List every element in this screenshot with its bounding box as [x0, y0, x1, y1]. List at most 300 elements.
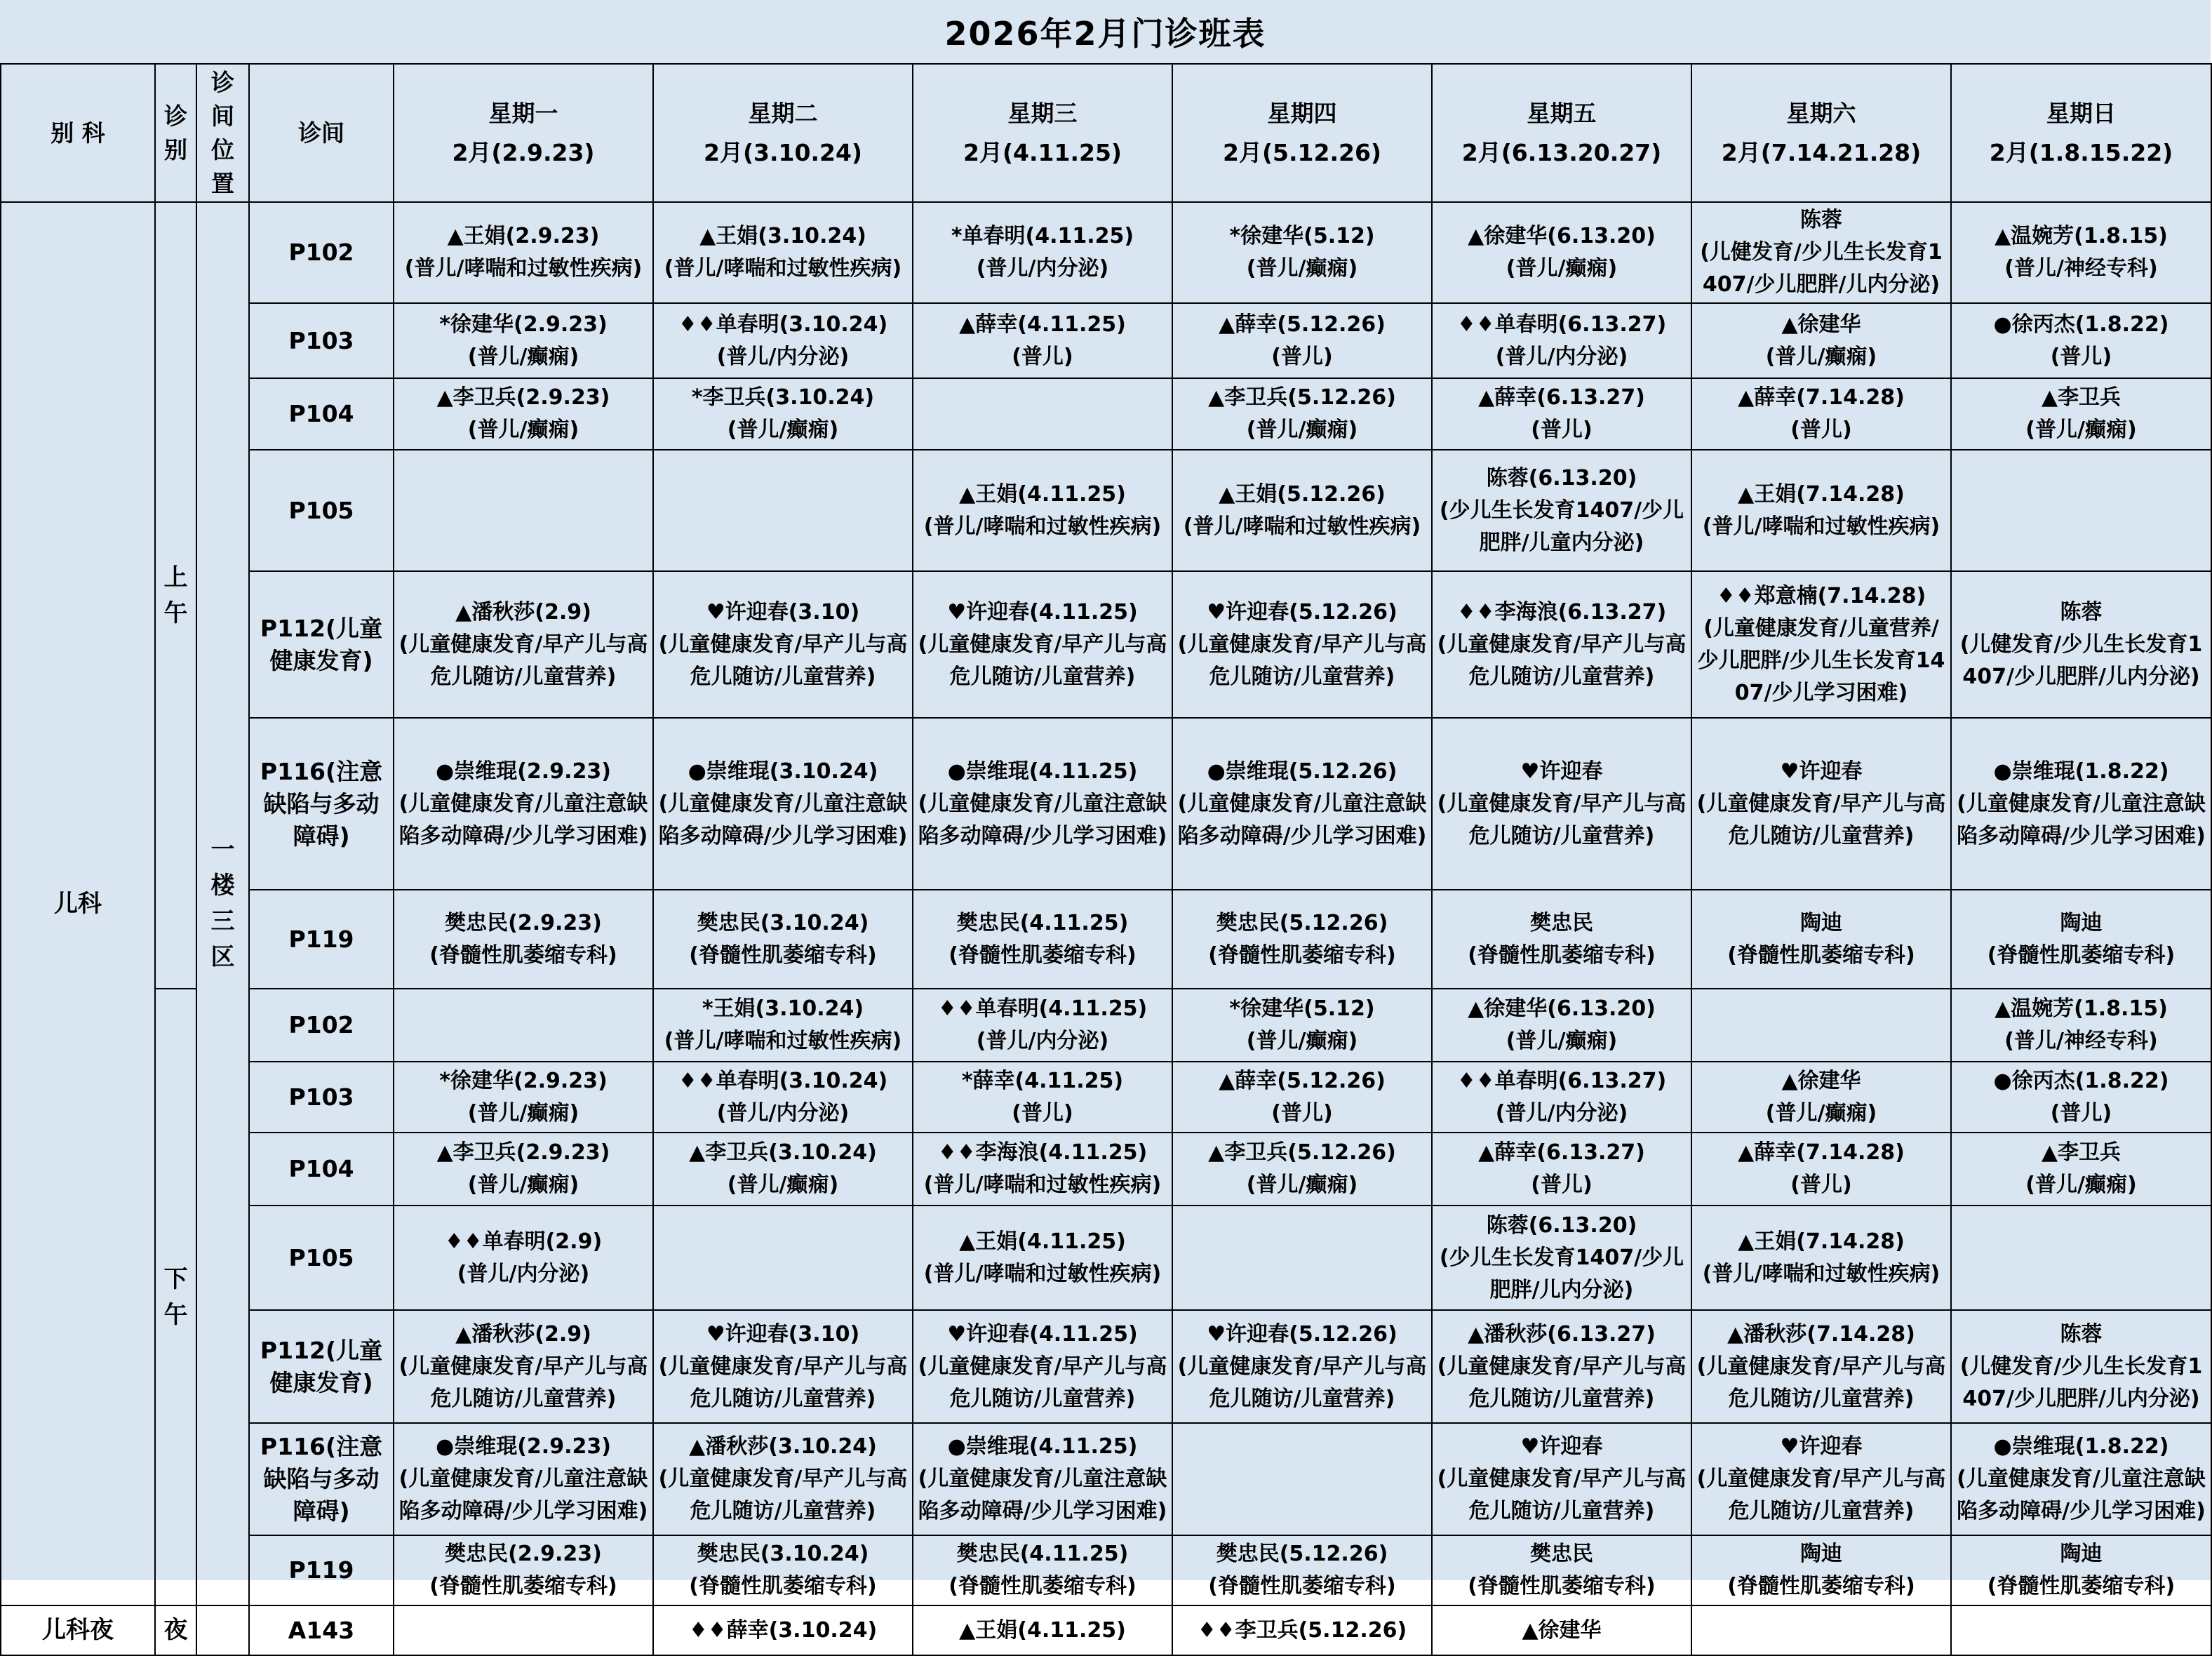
cell-line: ▲王娟(7.14.28) [1738, 1229, 1905, 1254]
cell-line: (普儿) [2050, 344, 2112, 369]
room-cell: P119 [249, 890, 394, 989]
cell-line: *单春明(4.11.25) [951, 224, 1134, 249]
cell-line: ▲王娟(2.9.23) [447, 224, 600, 249]
cell-line: (普儿/癫痫) [1765, 1100, 1877, 1126]
schedule-cell-day-5 [1691, 1423, 1951, 1535]
room-cell: P104 [249, 1133, 394, 1206]
cell-line: ♦♦李海浪(6.13.27) [1456, 599, 1667, 625]
cell-line: ♥许迎春(3.10) [706, 599, 860, 625]
day-name: 星期日 [2046, 99, 2116, 127]
cell-line: 樊忠民(2.9.23) [445, 1542, 602, 1567]
schedule-cell-day-6 [1951, 202, 2211, 303]
schedule-cell-day-4 [1432, 890, 1691, 989]
cell-line: (儿童健康发育/早产儿与高危儿随访/儿童营养) [1437, 791, 1687, 848]
schedule-cell-day-1 [653, 571, 913, 718]
schedule-cell-day-3 [1172, 718, 1432, 890]
cell-line: ▲温婉芳(1.8.15) [1995, 224, 2168, 249]
room-cell: P104 [249, 378, 394, 450]
cell-line: *徐建华(2.9.23) [439, 1068, 608, 1093]
cell-line: *李卫兵(3.10.24) [691, 385, 875, 410]
cell-line: ▲徐建华 [1781, 1068, 1861, 1093]
cell-line: ▲薛幸(5.12.26) [1219, 1068, 1386, 1093]
schedule-cell-day-6 [1951, 1423, 2211, 1535]
night-room-cell: A143 [249, 1605, 394, 1655]
schedule-cell-day-4 [1432, 1133, 1691, 1206]
schedule-cell-day-2 [913, 890, 1172, 989]
schedule-cell-day-0 [394, 1062, 653, 1133]
cell-line: *徐建华(5.12) [1229, 996, 1375, 1022]
schedule-cell-day-0 [394, 1133, 653, 1206]
cell-line: ●崇维琨(4.11.25) [947, 759, 1138, 784]
cell-line: ▲薛幸(5.12.26) [1219, 312, 1386, 337]
schedule-cell-day-6 [1951, 989, 2211, 1062]
schedule-cell-day-4 [1432, 718, 1691, 890]
room-cell: P102 [249, 202, 394, 303]
cell-line: (儿童健康发育/儿童注意缺陷多动障碍/少儿学习困难) [658, 791, 908, 848]
schedule-cell-day-0 [394, 890, 653, 989]
schedule-cell-day-0 [394, 571, 653, 718]
cell-line: (普儿/哮喘和过敏性疾病) [664, 1029, 902, 1054]
cell-line: ▲李卫兵(5.12.26) [1208, 385, 1396, 410]
cell-line: (儿童健康发育/早产儿与高危儿随访/儿童营养) [1437, 1467, 1687, 1524]
schedule-cell-day-3 [1172, 1535, 1432, 1605]
cell-line: ▲薛幸(6.13.27) [1478, 385, 1645, 410]
schedule-cell-day-1 [653, 1605, 913, 1655]
cell-line: ▲潘秋莎(2.9) [455, 1321, 591, 1347]
schedule-cell-day-2 [913, 571, 1172, 718]
schedule-cell-day-2 [913, 1605, 1172, 1655]
cell-line: (普儿) [1271, 1100, 1333, 1126]
schedule-cell-day-3 [1172, 571, 1432, 718]
room-cell: P105 [249, 450, 394, 571]
cell-line: ▲徐建华 [1522, 1617, 1602, 1643]
cell-line: (普儿/哮喘和过敏性疾病) [1183, 514, 1421, 539]
cell-line: ♦♦单春明(4.11.25) [937, 996, 1148, 1022]
cell-line: ♦♦李海浪(4.11.25) [937, 1140, 1148, 1166]
day-dates: 2月(7.14.21.28) [1721, 138, 1922, 166]
cell-line: (儿童健康发育/早产儿与高危儿随访/儿童营养) [1437, 1354, 1687, 1411]
cell-line: ♥许迎春(5.12.26) [1207, 1321, 1397, 1347]
cell-line: *徐建华(2.9.23) [439, 312, 608, 337]
cell-line: *王娟(3.10.24) [702, 996, 864, 1022]
header-day-sunday [1951, 64, 2211, 202]
schedule-cell-day-0 [394, 303, 653, 378]
cell-line: ♦♦薛幸(3.10.24) [688, 1617, 878, 1643]
cell-line: 樊忠民(4.11.25) [956, 1542, 1129, 1567]
night-location-cell [196, 1605, 249, 1655]
cell-line: (脊髓性肌萎缩专科) [1727, 1574, 1915, 1599]
cell-line: ●徐丙杰(1.8.22) [1993, 312, 2169, 337]
cell-line: (普儿/癫痫) [467, 344, 579, 369]
schedule-cell-day-6 [1951, 1310, 2211, 1423]
cell-line: ▲薛幸(6.13.27) [1478, 1140, 1645, 1166]
schedule-cell-day-4 [1432, 378, 1691, 450]
afternoon-row-P105 [1, 1206, 2211, 1310]
cell-line: (儿童健康发育/儿童注意缺陷多动障碍/少儿学习困难) [918, 1467, 1167, 1524]
cell-line: ▲薛幸(7.14.28) [1738, 1140, 1905, 1166]
schedule-cell-day-0 [394, 989, 653, 1062]
session-afternoon-cell: 下午 [155, 989, 196, 1605]
cell-line: (脊髓性肌萎缩专科) [949, 942, 1137, 968]
cell-line: ▲徐建华(6.13.20) [1468, 996, 1656, 1022]
cell-line: 陶迪 [2060, 910, 2103, 935]
cell-line: ♦♦郑意楠(7.14.28) [1716, 583, 1926, 608]
cell-line: (普儿/癫痫) [467, 1173, 579, 1198]
cell-line: ♦♦李卫兵(5.12.26) [1197, 1617, 1407, 1643]
cell-line: (普儿) [1531, 418, 1593, 443]
cell-line: 陈蓉 [2060, 1321, 2103, 1347]
cell-line: ▲王娟(4.11.25) [959, 481, 1126, 507]
cell-line: ▲李卫兵(5.12.26) [1208, 1140, 1396, 1166]
schedule-cell-day-0 [394, 450, 653, 571]
cell-line: 樊忠民(5.12.26) [1216, 1542, 1388, 1567]
cell-line: (儿童健康发育/早产儿与高危儿随访/儿童营养) [1696, 1354, 1946, 1411]
schedule-cell-day-5 [1691, 718, 1951, 890]
cell-line: ♦♦单春明(2.9) [444, 1229, 603, 1254]
cell-line: ●崇维琨(1.8.22) [1993, 759, 2169, 784]
afternoon-row-P104 [1, 1133, 2211, 1206]
cell-line: (普儿/癫痫) [1765, 344, 1877, 369]
day-name: 星期四 [1267, 99, 1337, 127]
cell-line: ▲王娟(5.12.26) [1219, 481, 1386, 507]
cell-line: 樊忠民 [1530, 910, 1593, 935]
location-cell: 一楼三区 [196, 202, 249, 1605]
room-cell: P102 [249, 989, 394, 1062]
morning-row-P119 [1, 890, 2211, 989]
schedule-cell-day-2 [913, 989, 1172, 1062]
cell-line: (普儿/内分泌) [716, 344, 850, 369]
cell-line: (儿童健康发育/儿童注意缺陷多动障碍/少儿学习困难) [398, 1467, 648, 1524]
cell-line: ♥许迎春(3.10) [706, 1321, 860, 1347]
cell-line: (脊髓性肌萎缩专科) [689, 942, 877, 968]
schedule-cell-day-5 [1691, 303, 1951, 378]
cell-line: ♥许迎春(4.11.25) [947, 599, 1138, 625]
cell-line: (少儿生长发育1407/少儿肥胖/儿内分泌) [1439, 1245, 1684, 1302]
cell-line: (儿健发育/少儿生长发育1407/少儿肥胖/儿内分泌) [1959, 632, 2203, 689]
cell-line: (脊髓性肌萎缩专科) [429, 942, 617, 968]
schedule-cell-day-5 [1691, 1206, 1951, 1310]
cell-line: ♦♦单春明(3.10.24) [678, 1068, 888, 1093]
schedule-cell-day-4 [1432, 303, 1691, 378]
schedule-cell-day-3 [1172, 1062, 1432, 1133]
cell-line: ▲潘秋莎(2.9) [455, 599, 591, 625]
afternoon-row-P119 [1, 1535, 2211, 1605]
cell-line: ●崇维琨(2.9.23) [436, 1434, 611, 1460]
schedule-cell-day-5 [1691, 1062, 1951, 1133]
schedule-cell-day-4 [1432, 989, 1691, 1062]
cell-line: ♥许迎春(4.11.25) [947, 1321, 1138, 1347]
morning-row-P104 [1, 378, 2211, 450]
schedule-cell-day-5 [1691, 378, 1951, 450]
cell-line: (少儿生长发育1407/少儿肥胖/儿童内分泌) [1439, 498, 1684, 555]
session-morning-cell: 上午 [155, 202, 196, 989]
schedule-cell-day-4 [1432, 1062, 1691, 1133]
header-day-friday [1432, 64, 1691, 202]
cell-line: (普儿/癫痫) [1246, 1029, 1358, 1054]
room-cell: P103 [249, 1062, 394, 1133]
cell-line: (儿童健康发育/早产儿与高危儿随访/儿童营养) [1177, 1354, 1427, 1411]
schedule-cell-day-3 [1172, 1423, 1432, 1535]
schedule-cell-day-1 [653, 450, 913, 571]
schedule-cell-day-3 [1172, 1310, 1432, 1423]
schedule-cell-day-6 [1951, 1605, 2211, 1655]
morning-row-P105 [1, 450, 2211, 571]
cell-line: (普儿) [1012, 344, 1073, 369]
cell-line: (普儿/癫痫) [1246, 256, 1358, 281]
cell-line: ●崇维琨(2.9.23) [436, 759, 611, 784]
cell-line: (脊髓性肌萎缩专科) [689, 1574, 877, 1599]
schedule-cell-day-2 [913, 1310, 1172, 1423]
cell-line: (脊髓性肌萎缩专科) [1208, 942, 1396, 968]
afternoon-row-P103 [1, 1062, 2211, 1133]
schedule-cell-day-2 [913, 1062, 1172, 1133]
afternoon-row-P102 [1, 989, 2211, 1062]
schedule-cell-day-6 [1951, 303, 2211, 378]
schedule-cell-day-4 [1432, 1310, 1691, 1423]
cell-line: (脊髓性肌萎缩专科) [429, 1574, 617, 1599]
cell-line: ♦♦单春明(3.10.24) [678, 312, 888, 337]
header-session: 诊别 [155, 64, 196, 202]
schedule-cell-day-3 [1172, 202, 1432, 303]
room-cell: P116(注意缺陷与多动障碍) [249, 718, 394, 890]
schedule-cell-day-2 [913, 1133, 1172, 1206]
cell-line: (普儿/癫痫) [2025, 1173, 2137, 1198]
schedule-cell-day-5 [1691, 989, 1951, 1062]
cell-line: (普儿) [1271, 344, 1333, 369]
schedule-cell-day-6 [1951, 1206, 2211, 1310]
cell-line: ▲温婉芳(1.8.15) [1995, 996, 2168, 1022]
schedule-cell-day-4 [1432, 450, 1691, 571]
schedule-cell-day-4 [1432, 571, 1691, 718]
cell-line: (普儿) [1790, 418, 1852, 443]
cell-line: (儿童健康发育/儿童注意缺陷多动障碍/少儿学习困难) [918, 791, 1167, 848]
cell-line: *薛幸(4.11.25) [961, 1068, 1124, 1093]
cell-line: ●崇维琨(1.8.22) [1993, 1434, 2169, 1460]
cell-line: ▲徐建华 [1781, 312, 1861, 337]
cell-line: (脊髓性肌萎缩专科) [1987, 942, 2176, 968]
cell-line: 樊忠民 [1530, 1542, 1593, 1567]
cell-line: (儿童健康发育/儿童注意缺陷多动障碍/少儿学习困难) [398, 791, 648, 848]
day-name: 星期二 [748, 99, 818, 127]
cell-line: (普儿/哮喘和过敏性疾病) [923, 1261, 1162, 1286]
cell-line: (脊髓性肌萎缩专科) [1468, 1574, 1656, 1599]
schedule-cell-day-0 [394, 378, 653, 450]
cell-line: (儿童健康发育/儿童注意缺陷多动障碍/少儿学习困难) [1177, 791, 1427, 848]
cell-line: ♥许迎春 [1520, 1434, 1603, 1460]
schedule-cell-day-6 [1951, 571, 2211, 718]
cell-line: (普儿/神经专科) [2004, 256, 2158, 281]
cell-line: 陶迪 [2060, 1542, 2103, 1567]
cell-line: ♥许迎春 [1780, 1434, 1863, 1460]
cell-line: (儿童健康发育/早产儿与高危儿随访/儿童营养) [1696, 791, 1946, 848]
schedule-cell-day-2 [913, 1535, 1172, 1605]
cell-line: ▲徐建华(6.13.20) [1468, 224, 1656, 249]
cell-line: ▲王娟(4.11.25) [959, 1617, 1126, 1643]
cell-line: (脊髓性肌萎缩专科) [1727, 942, 1915, 968]
cell-line: 陈蓉 [2060, 599, 2103, 625]
schedule-cell-day-3 [1172, 1206, 1432, 1310]
cell-line: (普儿/癫痫) [727, 1173, 839, 1198]
cell-line: ▲李卫兵(2.9.23) [436, 1140, 610, 1166]
schedule-cell-day-4 [1432, 202, 1691, 303]
cell-line: (普儿/哮喘和过敏性疾病) [1702, 514, 1940, 539]
day-dates: 2月(1.8.15.22) [1989, 138, 2173, 166]
cell-line: (普儿/癫痫) [1506, 256, 1618, 281]
cell-line: ●徐丙杰(1.8.22) [1993, 1068, 2169, 1093]
cell-line: (普儿/内分泌) [976, 256, 1109, 281]
cell-line: ♦♦单春明(6.13.27) [1456, 1068, 1667, 1093]
cell-line: ●崇维琨(5.12.26) [1207, 759, 1397, 784]
cell-line: (脊髓性肌萎缩专科) [1468, 942, 1656, 968]
schedule-cell-day-5 [1691, 890, 1951, 989]
header-location: 诊间位置 [196, 64, 249, 202]
cell-line: ♥许迎春(5.12.26) [1207, 599, 1397, 625]
schedule-cell-day-6 [1951, 890, 2211, 989]
cell-line: (儿童健康发育/儿童注意缺陷多动障碍/少儿学习困难) [1957, 791, 2206, 848]
schedule-cell-day-1 [653, 1133, 913, 1206]
room-cell: P116(注意缺陷与多动障碍) [249, 1423, 394, 1535]
cell-line: (普儿/哮喘和过敏性疾病) [923, 1173, 1162, 1198]
header-day-saturday [1691, 64, 1951, 202]
cell-line: (儿童健康发育/早产儿与高危儿随访/儿童营养) [658, 1354, 908, 1411]
cell-line: (普儿/癫痫) [1246, 1173, 1358, 1198]
dept-cell: 儿科 [1, 202, 155, 1605]
schedule-cell-day-6 [1951, 1535, 2211, 1605]
afternoon-row-P116(注意缺陷与多动障碍) [1, 1423, 2211, 1535]
cell-line: (儿童健康发育/儿童注意缺陷多动障碍/少儿学习困难) [1957, 1467, 2206, 1524]
room-cell: P112(儿童健康发育) [249, 1310, 394, 1423]
cell-line: (普儿/癫痫) [467, 418, 579, 443]
schedule-cell-day-1 [653, 1310, 913, 1423]
header-room: 诊间 [249, 64, 394, 202]
schedule-cell-day-5 [1691, 571, 1951, 718]
room-cell: P105 [249, 1206, 394, 1310]
cell-line: ●崇维琨(4.11.25) [947, 1434, 1138, 1460]
schedule-cell-day-1 [653, 1535, 913, 1605]
schedule-cell-day-0 [394, 1206, 653, 1310]
cell-line: (普儿/内分泌) [976, 1029, 1109, 1054]
day-dates: 2月(2.9.23) [452, 138, 595, 166]
schedule-cell-day-2 [913, 303, 1172, 378]
cell-line: (普儿/癫痫) [1246, 418, 1358, 443]
cell-line: ▲王娟(4.11.25) [959, 1229, 1126, 1254]
room-cell: P119 [249, 1535, 394, 1605]
cell-line: (儿童健康发育/早产儿与高危儿随访/儿童营养) [1437, 632, 1687, 689]
cell-line: (儿童健康发育/早产儿与高危儿随访/儿童营养) [918, 632, 1167, 689]
cell-line: (普儿/内分泌) [716, 1100, 850, 1126]
cell-line: (儿童健康发育/早产儿与高危儿随访/儿童营养) [918, 1354, 1167, 1411]
cell-line: ▲李卫兵(2.9.23) [436, 385, 610, 410]
schedule-cell-day-3 [1172, 303, 1432, 378]
header-row [1, 64, 2211, 202]
room-cell: P103 [249, 303, 394, 378]
day-name: 星期一 [488, 99, 558, 127]
schedule-cell-day-3 [1172, 1605, 1432, 1655]
cell-line: (儿童健康发育/早产儿与高危儿随访/儿童营养) [658, 1467, 908, 1524]
cell-line: ▲王娟(7.14.28) [1738, 481, 1905, 507]
cell-line: (普儿/内分泌) [457, 1261, 590, 1286]
morning-row-P112(儿童健康发育) [1, 571, 2211, 718]
cell-line: ▲薛幸(7.14.28) [1738, 385, 1905, 410]
cell-line: (儿健发育/少儿生长发育1407/少儿肥胖/儿内分泌) [1959, 1354, 2203, 1411]
cell-line: 陶迪 [1800, 1542, 1842, 1567]
night-dept-cell: 儿科夜 [1, 1605, 155, 1655]
cell-line: ▲潘秋莎(6.13.27) [1468, 1321, 1656, 1347]
cell-line: 陈蓉(6.13.20) [1486, 1213, 1637, 1238]
schedule-cell-day-3 [1172, 989, 1432, 1062]
schedule-cell-day-6 [1951, 718, 2211, 890]
cell-line: (普儿/癫痫) [1506, 1029, 1618, 1054]
cell-line: ♥许迎春 [1520, 759, 1603, 784]
cell-line: (普儿) [2050, 1100, 2112, 1126]
cell-line: (儿健发育/少儿生长发育1407/少儿肥胖/儿内分泌) [1700, 240, 1943, 298]
day-dates: 2月(3.10.24) [703, 138, 862, 166]
day-name: 星期五 [1527, 99, 1597, 127]
day-dates: 2月(4.11.25) [963, 138, 1122, 166]
schedule-cell-day-2 [913, 450, 1172, 571]
morning-row-P103 [1, 303, 2211, 378]
cell-line: (儿童健康发育/早产儿与高危儿随访/儿童营养) [398, 1354, 648, 1411]
schedule-cell-day-1 [653, 718, 913, 890]
night-row [1, 1605, 2211, 1655]
cell-line: 樊忠民(3.10.24) [697, 910, 869, 935]
schedule-cell-day-6 [1951, 450, 2211, 571]
header-day-wednesday [913, 64, 1172, 202]
cell-line: ●崇维琨(3.10.24) [688, 759, 878, 784]
cell-line: 陈蓉(6.13.20) [1486, 465, 1637, 490]
cell-line: (脊髓性肌萎缩专科) [1208, 1574, 1396, 1599]
header-dept: 别 科 [1, 64, 155, 202]
cell-line: (普儿/哮喘和过敏性疾病) [1702, 1261, 1940, 1286]
cell-line: 樊忠民(5.12.26) [1216, 910, 1388, 935]
cell-line: ▲王娟(3.10.24) [699, 224, 866, 249]
cell-line: (普儿/哮喘和过敏性疾病) [664, 256, 902, 281]
schedule-cell-day-0 [394, 1535, 653, 1605]
schedule-cell-day-4 [1432, 1423, 1691, 1535]
schedule-cell-day-1 [653, 1423, 913, 1535]
schedule-cell-day-3 [1172, 890, 1432, 989]
schedule-cell-day-5 [1691, 450, 1951, 571]
cell-line: (普儿/哮喘和过敏性疾病) [923, 514, 1162, 539]
cell-line: (脊髓性肌萎缩专科) [949, 1574, 1137, 1599]
cell-line: (普儿/哮喘和过敏性疾病) [404, 256, 643, 281]
cell-line: ▲潘秋莎(7.14.28) [1727, 1321, 1915, 1347]
cell-line: 樊忠民(2.9.23) [445, 910, 602, 935]
page-title: 2026年2月门诊班表 [944, 15, 1266, 53]
cell-line: (普儿/神经专科) [2004, 1029, 2158, 1054]
room-cell: P112(儿童健康发育) [249, 571, 394, 718]
cell-line: (儿童健康发育/早产儿与高危儿随访/儿童营养) [1177, 632, 1427, 689]
cell-line: 樊忠民(3.10.24) [697, 1542, 869, 1567]
morning-row-P102 [1, 202, 2211, 303]
cell-line: 陈蓉 [1800, 208, 1842, 233]
schedule-table [0, 63, 2212, 1656]
day-name: 星期三 [1007, 99, 1078, 127]
cell-line: 陶迪 [1800, 910, 1842, 935]
schedule-cell-day-5 [1691, 1605, 1951, 1655]
day-dates: 2月(5.12.26) [1222, 138, 1381, 166]
schedule-cell-day-1 [653, 303, 913, 378]
cell-line: (儿童健康发育/早产儿与高危儿随访/儿童营养) [1696, 1467, 1946, 1524]
schedule-cell-day-6 [1951, 1133, 2211, 1206]
cell-line: ▲李卫兵 [2041, 385, 2121, 410]
cell-line: 樊忠民(4.11.25) [956, 910, 1129, 935]
cell-line: (儿童健康发育/儿童营养/少儿肥胖/少儿生长发育1407/少儿学习困难) [1697, 615, 1945, 705]
schedule-cell-day-1 [653, 1206, 913, 1310]
schedule-cell-day-2 [913, 1206, 1172, 1310]
afternoon-row-P112(儿童健康发育) [1, 1310, 2211, 1423]
header-day-thursday [1172, 64, 1432, 202]
